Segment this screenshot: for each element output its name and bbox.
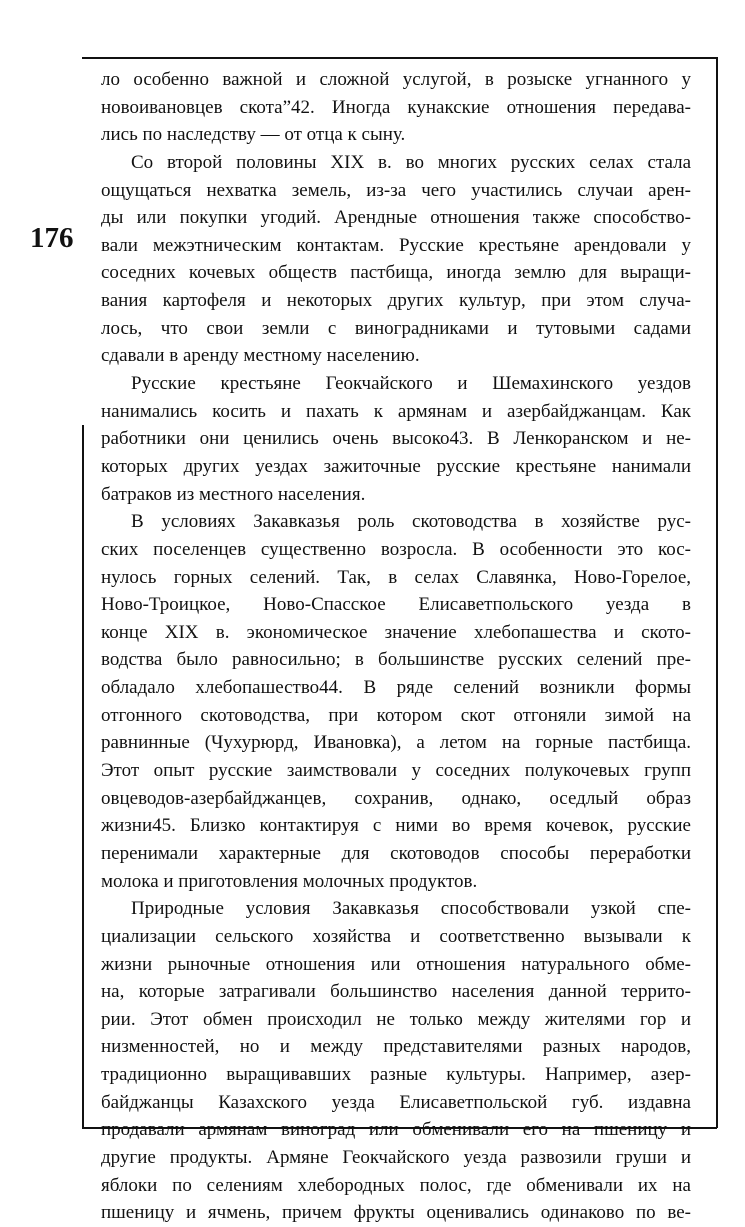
text-line: байджанцы Казахского уезда Елисаветпольской губ. издавна: [101, 1091, 691, 1113]
text-line: сдавали в аренду местному населению.: [101, 345, 420, 367]
text-line: нанимались косить и пахать к армянам и азербайджанцам. Как: [101, 400, 691, 422]
text-line: жизни45. Близко контактируя с ними во время кочевок, русские: [101, 815, 691, 837]
text-line: которых других уездах зажиточные русские крестьяне нанимали: [101, 455, 691, 477]
text-line: нулось горных селений. Так, в селах Славянка, Ново-Горелое,: [101, 566, 691, 588]
text-line: Природные условия Закавказья способствовали узкой спе-: [131, 898, 691, 920]
text-line: отгонного скотоводства, при котором скот отгоняли зимой на: [101, 704, 691, 726]
text-line: ды или покупки угодий. Арендные отношения также способство-: [101, 207, 691, 229]
text-line: Этот опыт русские заимствовали у соседних полукочевых групп: [101, 760, 691, 782]
text-line: яблоки по селениям хлебородных полос, где обменивали их на: [101, 1174, 691, 1196]
text-line: ских поселенцев существенно возросла. В особенности это кос-: [101, 538, 691, 560]
text-line: другие продукты. Армяне Геокчайского уезда развозили груши и: [101, 1146, 691, 1168]
text-line: жизни рыночные отношения или отношения натурального обме-: [101, 953, 691, 975]
text-line: конце XIX в. экономическое значение хлебопашества и ското-: [101, 621, 691, 643]
text-line: соседних кочевых обществ пастбища, иногда землю для выращи-: [101, 262, 691, 284]
text-line: традиционно выращивавших разные культуры. Например, азер-: [101, 1064, 691, 1086]
text-line: ощущаться нехватка земель, из-за чего участились случаи арен-: [101, 179, 691, 201]
right-rule: [716, 57, 718, 1128]
text-line: овцеводов-азербайджанцев, сохранив, однако, оседлый образ: [101, 787, 691, 809]
text-line: рии. Этот обмен происходил не только между жителями гор и: [101, 1008, 691, 1030]
text-line: равнинные (Чухурюрд, Ивановка), а летом на горные пастбища.: [101, 732, 691, 754]
text-line: лись по наследству — от отца к сыну.: [101, 124, 406, 146]
top-rule: [82, 57, 717, 59]
text-line: продавали армянам виноград или обменивали его на пшеницу и: [101, 1119, 691, 1141]
text-line: новоивановцев скота”42. Иногда кунакские отношения передава-: [101, 96, 691, 118]
text-line: пшеницу и ячмень, причем фрукты оценивались одинаково по ве-: [101, 1202, 691, 1224]
page-number: 176: [30, 222, 74, 254]
text-line: вания картофеля и некоторых других культур, при этом случа-: [101, 290, 691, 312]
text-line: батраков из местного населения.: [101, 483, 366, 505]
text-line: циализации сельского хозяйства и соответственно вызывали к: [101, 925, 691, 947]
text-line: низменностей, но и между представителями разных народов,: [101, 1036, 691, 1058]
text-line: лось, что свои земли с виноградниками и тутовыми садами: [101, 317, 691, 339]
text-line: на, которые затрагивали большинство населения данной террито-: [101, 981, 691, 1003]
text-line: работники они ценились очень высоко43. В Ленкоранском и не-: [101, 428, 691, 450]
text-line: Ново-Троицкое, Ново-Спасское Елисаветпольского уезда в: [101, 594, 691, 616]
text-line: В условиях Закавказья роль скотоводства в хозяйстве рус-: [131, 511, 691, 533]
text-line: Со второй половины XIX в. во многих русских селах стала: [131, 151, 691, 173]
text-line: перенимали характерные для скотоводов способы переработки: [101, 842, 691, 864]
text-line: вали межэтническим контактам. Русские крестьяне арендовали у: [101, 234, 691, 256]
left-rule: [82, 425, 84, 1128]
text-line: ло особенно важной и сложной услугой, в розыске угнанного у: [101, 69, 691, 90]
text-line: обладало хлебопашество44. В ряде селений возникли формы: [101, 677, 691, 699]
text-line: Русские крестьяне Геокчайского и Шемахинского уездов: [131, 373, 691, 395]
text-line: молока и приготовления молочных продуктов.: [101, 870, 478, 892]
text-line: водства было равносильно; в большинстве русских селений пре-: [101, 649, 691, 671]
body-text: [101, 66, 691, 1227]
